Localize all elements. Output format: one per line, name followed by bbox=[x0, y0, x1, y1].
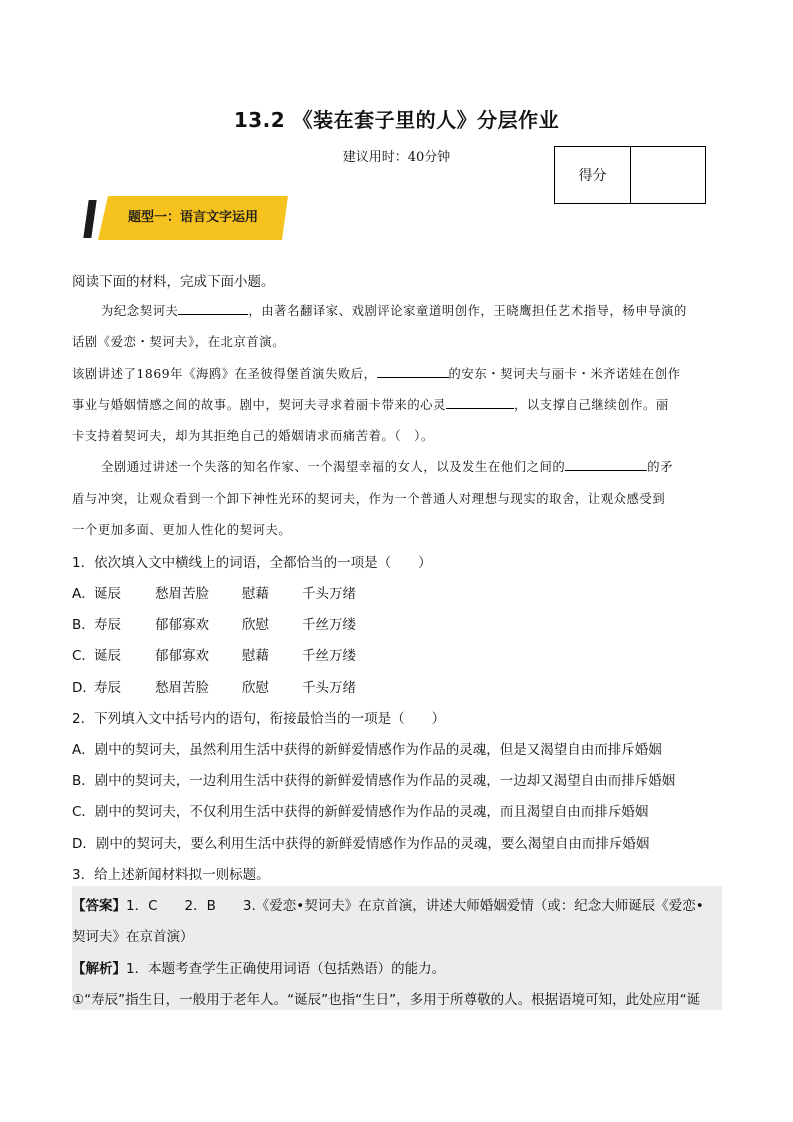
passage-line bbox=[72, 364, 681, 382]
score-table bbox=[554, 146, 706, 204]
option-word: 慰藉 bbox=[242, 586, 269, 602]
option-letter: D． bbox=[72, 680, 96, 696]
passage-line bbox=[101, 457, 673, 475]
score-value-field[interactable] bbox=[631, 147, 705, 203]
passage-line bbox=[72, 426, 434, 444]
answer-line bbox=[72, 894, 704, 914]
option-word: 慰藉 bbox=[242, 648, 269, 664]
passage-text: 一个更加多面、更加人性化的契诃夫。 bbox=[72, 523, 292, 537]
passage-text: 话剧《爱恋・契诃夫》，在北京首演。 bbox=[72, 335, 286, 349]
option-word: 欣慰 bbox=[242, 617, 269, 633]
passage-text: 的安东・契诃夫与丽卡・米齐诺娃在创作 bbox=[448, 367, 681, 381]
score-label: 得分 bbox=[555, 147, 631, 203]
option-word: 欣慰 bbox=[242, 680, 269, 696]
option-letter: C． bbox=[72, 648, 95, 664]
option-word: 千丝万缕 bbox=[302, 648, 356, 664]
option-word: 郁郁寡欢 bbox=[155, 617, 209, 633]
passage-text: ，以支撑自己继续创作。丽 bbox=[514, 398, 669, 412]
reading-instruction: 阅读下面的材料，完成下面小题。 bbox=[72, 274, 275, 290]
passage-text: 的矛 bbox=[647, 460, 674, 474]
question-2-option-c[interactable]: C．剧中的契诃夫，不仅利用生活中获得的新鲜爱情感作为作品的灵魂，而且渴望自由而排斥婚姻 bbox=[72, 804, 649, 820]
passage-line bbox=[72, 520, 291, 538]
option-word: 千头万绪 bbox=[302, 680, 356, 696]
passage-line bbox=[72, 395, 669, 413]
analysis-tag: 【解析】 bbox=[72, 961, 126, 977]
blank-1[interactable] bbox=[178, 302, 248, 315]
option-word: 诞辰 bbox=[94, 648, 121, 664]
passage-text: 盾与冲突，让观众看到一个卸下神性光环的契诃夫，作为一个普通人对理想与现实的取舍，让观众感受到 bbox=[72, 492, 666, 506]
section-label: 题型一：语言文字运用 bbox=[127, 209, 258, 225]
passage-line bbox=[72, 332, 285, 350]
blank-3[interactable] bbox=[446, 396, 514, 409]
question-3-stem: 3．给上述新闻材料拟一则标题。 bbox=[72, 867, 270, 883]
blank-2[interactable] bbox=[377, 365, 449, 378]
section-banner-accent bbox=[83, 200, 96, 238]
passage-line bbox=[72, 489, 665, 507]
passage-text: 为纪念契诃夫 bbox=[101, 304, 179, 318]
question-2-option-d[interactable]: D．剧中的契诃夫，要么利用生活中获得的新鲜爱情感作为作品的灵魂，要么渴望自由而排斥婚姻 bbox=[72, 836, 650, 852]
answer-tag: 【答案】 bbox=[72, 898, 126, 914]
analysis-line: ①“寿辰”指生日，一般用于老年人。“诞辰”也指“生日”，多用于所尊敬的人。根据语境可知，此处应用“诞 bbox=[72, 992, 701, 1008]
answer-text: 1．C 2．B 3.《爱恋•契诃夫》在京首演，讲述大师婚姻爱情（或：纪念大师诞辰《爱恋• bbox=[126, 898, 704, 914]
analysis-line bbox=[72, 957, 445, 977]
question-2-stem: 2．下列填入文中括号内的语句，衔接最恰当的一项是（ ） bbox=[72, 711, 446, 727]
document-title: 13.2 《装在套子里的人》分层作业 bbox=[233, 108, 560, 132]
suggested-time: 建议用时：40分钟 bbox=[342, 150, 451, 165]
passage-text: 卡支持着契诃夫，却为其拒绝自己的婚姻请求而痛苦着。（ ）。 bbox=[72, 429, 434, 443]
option-word: 寿辰 bbox=[94, 680, 121, 696]
option-word: 寿辰 bbox=[94, 617, 121, 633]
question-2-option-a[interactable]: A．剧中的契诃夫，虽然利用生活中获得的新鲜爱情感作为作品的灵魂，但是又渴望自由而排斥婚姻 bbox=[72, 742, 662, 758]
option-letter: A． bbox=[72, 586, 95, 602]
option-letter: B． bbox=[72, 617, 95, 633]
question-1-stem: 1．依次填入文中横线上的词语，全都恰当的一项是（ ） bbox=[72, 555, 432, 571]
option-word: 愁眉苦脸 bbox=[155, 680, 209, 696]
option-word: 千头万绪 bbox=[302, 586, 356, 602]
passage-text: ，由著名翻译家、戏剧评论家童道明创作，王晓鹰担任艺术指导，杨申导演的 bbox=[248, 304, 687, 318]
analysis-text: 1．本题考查学生正确使用词语（包括熟语）的能力。 bbox=[126, 961, 446, 977]
answer-line: 契诃夫》在京首演） bbox=[72, 929, 194, 945]
option-word: 诞辰 bbox=[94, 586, 121, 602]
passage-text: 该剧讲述了1869年《海鸥》在圣彼得堡首演失败后， bbox=[72, 367, 377, 381]
question-2-option-b[interactable]: B．剧中的契诃夫，一边利用生活中获得的新鲜爱情感作为作品的灵魂，一边却又渴望自由而排斥婚姻 bbox=[72, 773, 676, 789]
option-word: 郁郁寡欢 bbox=[155, 648, 209, 664]
blank-4[interactable] bbox=[565, 458, 647, 471]
passage-text: 事业与婚姻情感之间的故事。剧中，契诃夫寻求着丽卡带来的心灵 bbox=[72, 398, 447, 412]
passage-line bbox=[101, 301, 687, 319]
option-word: 愁眉苦脸 bbox=[155, 586, 209, 602]
passage-text: 全剧通过讲述一个失落的知名作家、一个渴望幸福的女人，以及发生在他们之间的 bbox=[101, 460, 566, 474]
option-word: 千丝万缕 bbox=[302, 617, 356, 633]
